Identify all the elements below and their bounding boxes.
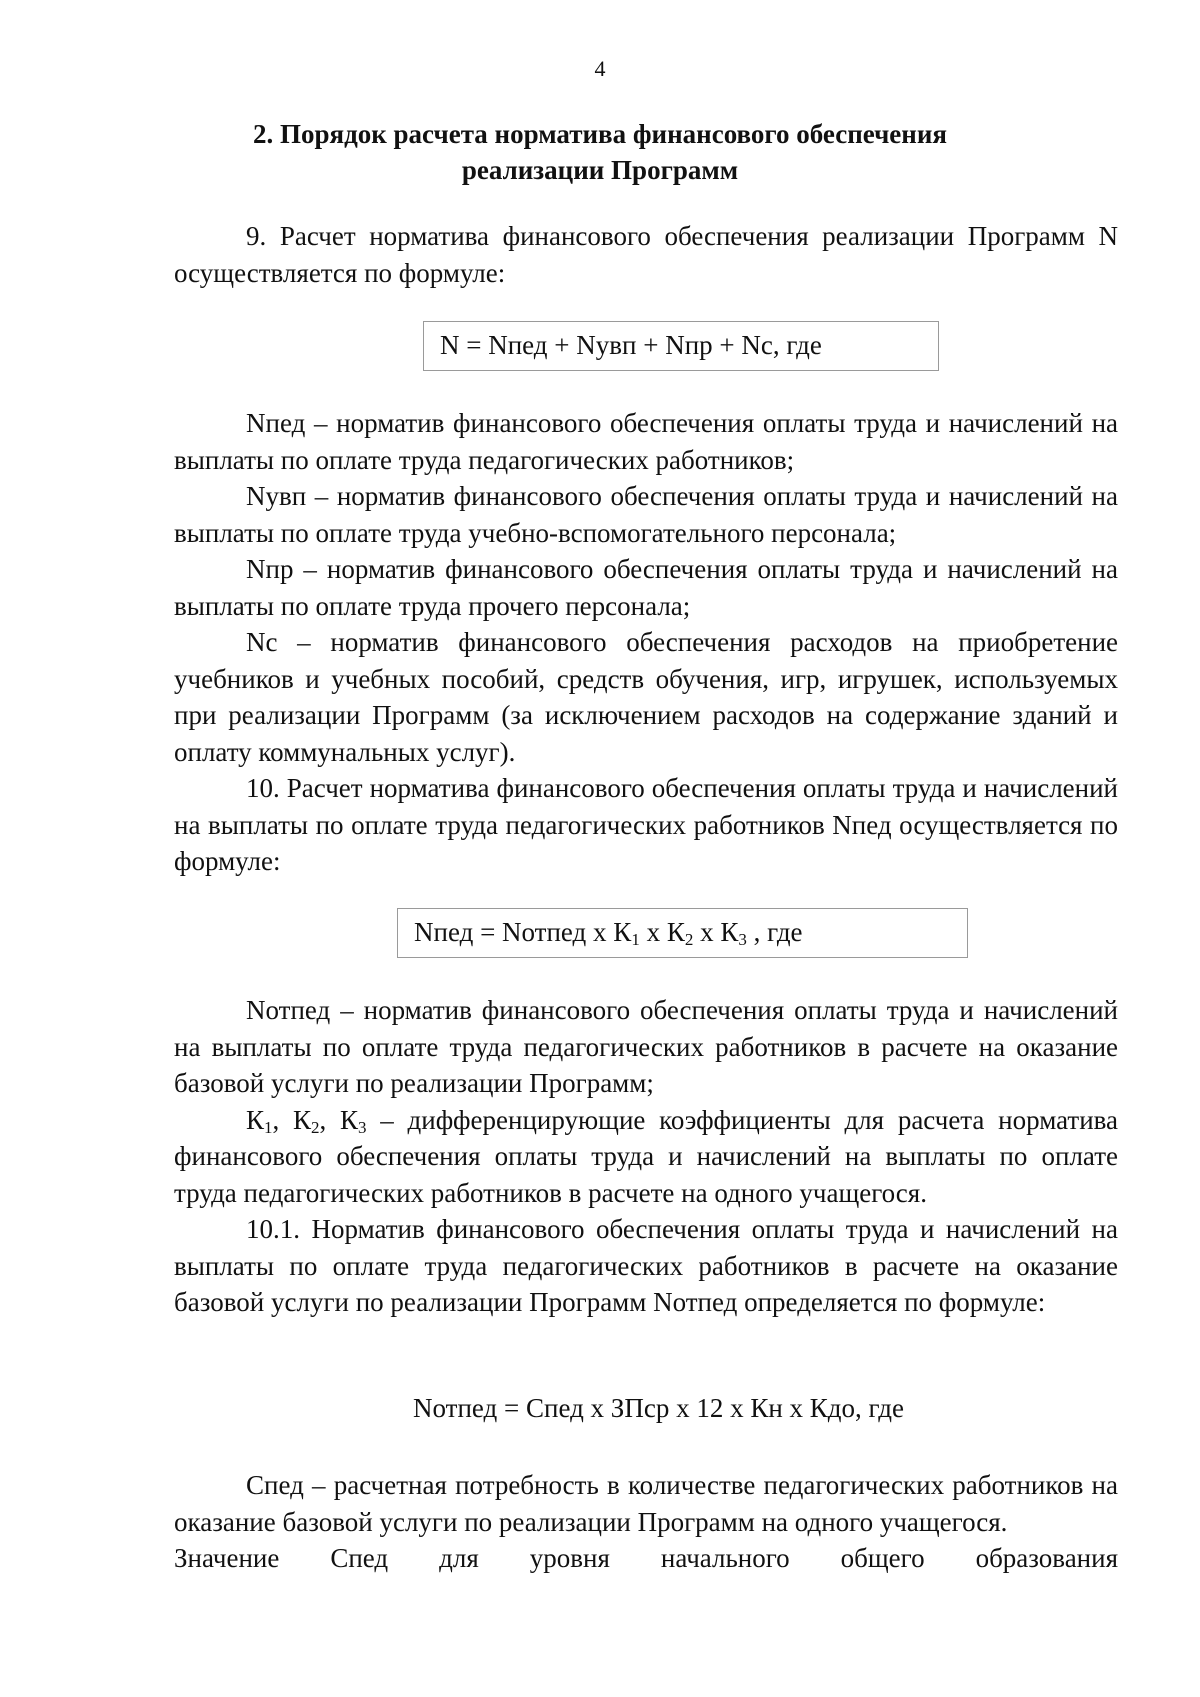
definition-sped-value-line: Значение Спед для уровня начального общего образования [174, 1543, 1118, 1573]
definition-npr: Nпр – норматив финансового обеспечения оплаты труда и начислений на выплаты по оплате труда прочего персонала; [174, 554, 1118, 621]
formula-nped: Nпед = Nотпед х $К_1$ х $К_2$ х $К_3$ , где [414, 917, 803, 949]
definitions-block-3 [174, 1467, 1118, 1577]
paragraph-10-1: 10.1. Норматив финансового обеспечения оплаты труда и начислений на выплаты по оплате труда педагогических работников в расчете на оказание базовой услуги по реализации Программ Nотпед определяется по формуле: [174, 1214, 1118, 1317]
definition-notped: Nотпед – норматив финансового обеспечения оплаты труда и начислений на выплаты по оплате труда педагогических работников в расчете на оказание базовой услуги по реализации Программ; [174, 995, 1118, 1098]
definition-nc: Nс – норматив финансового обеспечения расходов на приобретение учебников и учебных пособий, средств обучения, игр, игрушек, используемых при реализации Программ (за исключением расходов на содержание зданий и оплату коммунальных услуг). [174, 627, 1118, 767]
formula-nped-box [397, 908, 968, 958]
definitions-block-1 [174, 405, 1118, 880]
definition-nped: Nпед – норматив финансового обеспечения оплаты труда и начислений на выплаты по оплате труда педагогических работников; [174, 408, 1118, 475]
section-title [150, 116, 1050, 188]
definition-nuvp: Nувп – норматив финансового обеспечения оплаты труда и начислений на выплаты по оплате труда учебно-вспомогательного персонала; [174, 481, 1118, 548]
paragraph-10: 10. Расчет норматива финансового обеспечения оплаты труда и начислений на выплаты по оплате труда педагогических работников Nпед осуществляется по формуле: [174, 773, 1118, 876]
formula-notped: Nотпед = Спед х ЗПср х 12 х Кн х Кдо, где [413, 1393, 904, 1423]
section-title-line-2: реализации Программ [461, 155, 739, 185]
formula-n: N = Nпед + Nувп + Nпр + Nс, где [440, 330, 822, 360]
formula-n-box [423, 321, 939, 371]
paragraph-9-block [174, 218, 1118, 291]
definition-k-coefficients: $К_1$, $К_2$, $К_3$ – дифференцирующие коэффициенты для расчета норматива финансового обеспечения оплаты труда и начислений на выплаты по оплате труда педагогических работников в расчете на одного учащегося. [174, 1104, 1119, 1208]
definition-sped: Спед – расчетная потребность в количестве педагогических работников на оказание базовой услуги по реализации Программ на одного учащегося. [174, 1470, 1118, 1537]
paragraph-9: 9. Расчет норматива финансового обеспечения реализации Программ N осуществляется по формуле: [174, 221, 1118, 288]
section-title-line-1: 2. Порядок расчета норматива финансового обеспечения [252, 119, 948, 149]
definitions-block-2 [174, 992, 1118, 1321]
page-number: 4 [594, 56, 606, 81]
